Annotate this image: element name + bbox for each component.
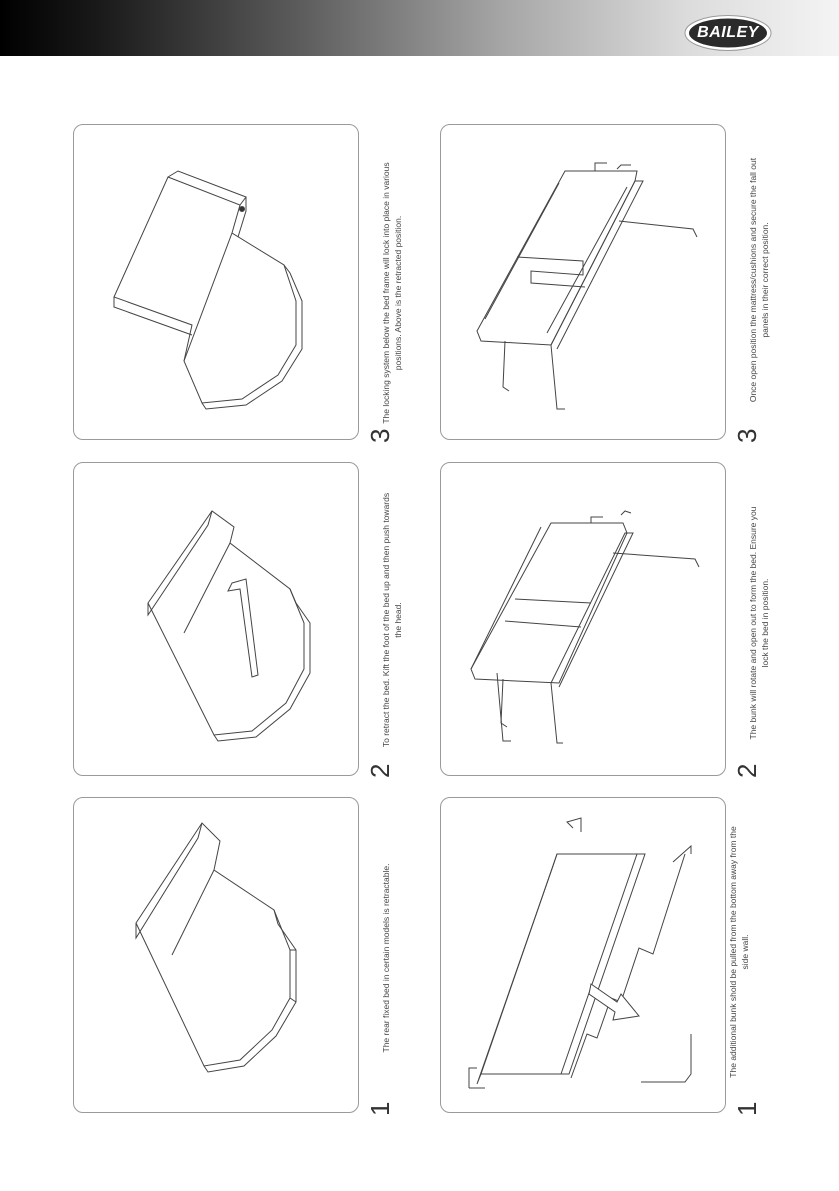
bailey-logo — [684, 14, 772, 52]
bottom-step-3-panel — [440, 124, 770, 443]
bunk-pull-drawing — [441, 798, 727, 1114]
top-step-3-panel — [73, 124, 403, 443]
bottom-step-2-caption: The bunk will rotate and open out to form the bed. Ensure you lock the bed in position. — [748, 506, 770, 740]
bottom-step-2-panel — [440, 462, 770, 778]
bottom-step-1-number: 1 — [732, 1101, 762, 1116]
bottom-step-3-caption: Once open position the mattress/cushions and secure the fall out panels in their correct position. — [748, 157, 770, 403]
retracting-bed-drawing — [74, 463, 360, 777]
top-step-1-panel — [73, 797, 395, 1116]
bunk-rotate-drawing — [441, 463, 727, 777]
bottom-step-3-number: 3 — [732, 428, 762, 443]
fixed-bed-drawing — [74, 798, 360, 1114]
bunk-open-drawing — [441, 125, 727, 441]
top-step-3-number: 3 — [365, 428, 395, 443]
top-step-2-caption: To retract the bed. Kift the foot of the bed up and then push towards the head. — [381, 492, 403, 748]
retracted-bed-drawing — [74, 125, 360, 441]
logo-text: BAILEY — [697, 24, 759, 41]
bottom-step-1-caption: The additional bunk shold be pulled from the bottom away from the side wall. — [728, 826, 750, 1078]
top-step-1-caption: The rear fixed bed in certain models is retractable. — [381, 863, 391, 1053]
bottom-step-2-number: 2 — [732, 763, 762, 778]
top-step-2-panel — [73, 462, 403, 778]
top-step-1-number: 1 — [365, 1101, 395, 1116]
bottom-step-1-panel — [440, 797, 762, 1116]
top-step-2-number: 2 — [365, 763, 395, 778]
top-step-3-caption: The locking system below the bed frame will lock into place in various positions. Above is the retracted position. — [381, 162, 403, 424]
